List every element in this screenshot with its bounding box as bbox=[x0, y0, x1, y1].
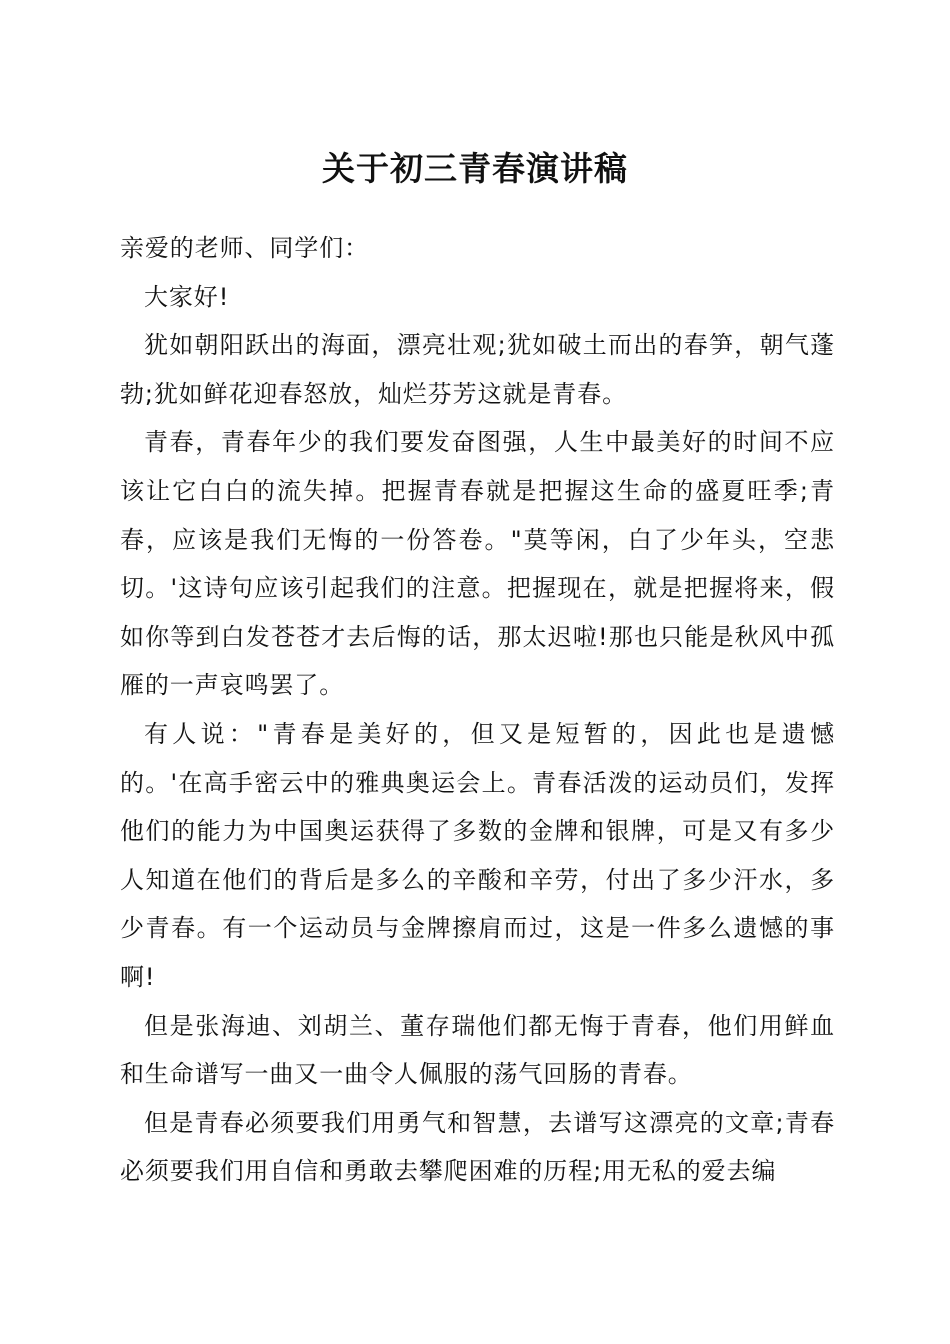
greeting: 大家好! bbox=[144, 282, 230, 311]
salutation: 亲爱的老师、同学们： bbox=[120, 234, 369, 262]
document-body bbox=[120, 224, 835, 1196]
paragraph: 青春，青春年少的我们要发奋图强，人生中最美好的时间不应该让它白白的流失掉。把握青春就是把握这生命的盛夏旺季;青春，应该是我们无悔的一份答卷。"莫等闲，白了少年头，空悲切。'这诗句应该引起我们的注意。把握现在，就是把握将来，假如你等到白发苍苍才去后悔的话，那太迟啦!那也只能是秋风中孤雁的一声哀鸣罢了。 bbox=[120, 428, 835, 700]
paragraph: 有人说："青春是美好的，但又是短暂的，因此也是遗憾的。'在高手密云中的雅典奥运会上。青春活泼的运动员们，发挥他们的能力为中国奥运获得了多数的金牌和银牌，可是又有多少人知道在他们的背后是多么的辛酸和辛劳，付出了多少汗水，多少青春。有一个运动员与金牌擦肩而过，这是一件多么遗憾的事啊! bbox=[120, 719, 835, 991]
paragraph: 但是张海迪、刘胡兰、董存瑞他们都无悔于青春，他们用鲜血和生命谱写一曲又一曲令人佩服的荡气回肠的青春。 bbox=[120, 1011, 835, 1089]
document-title: 关于初三青春演讲稿 bbox=[322, 149, 628, 188]
paragraph: 犹如朝阳跃出的海面，漂亮壮观;犹如破土而出的春笋，朝气蓬勃;犹如鲜花迎春怒放，灿烂芬芳这就是青春。 bbox=[120, 331, 835, 408]
paragraph: 但是青春必须要我们用勇气和智慧，去谱写这漂亮的文章;青春必须要我们用自信和勇敢去攀爬困难的历程;用无私的爱去编 bbox=[120, 1108, 835, 1186]
